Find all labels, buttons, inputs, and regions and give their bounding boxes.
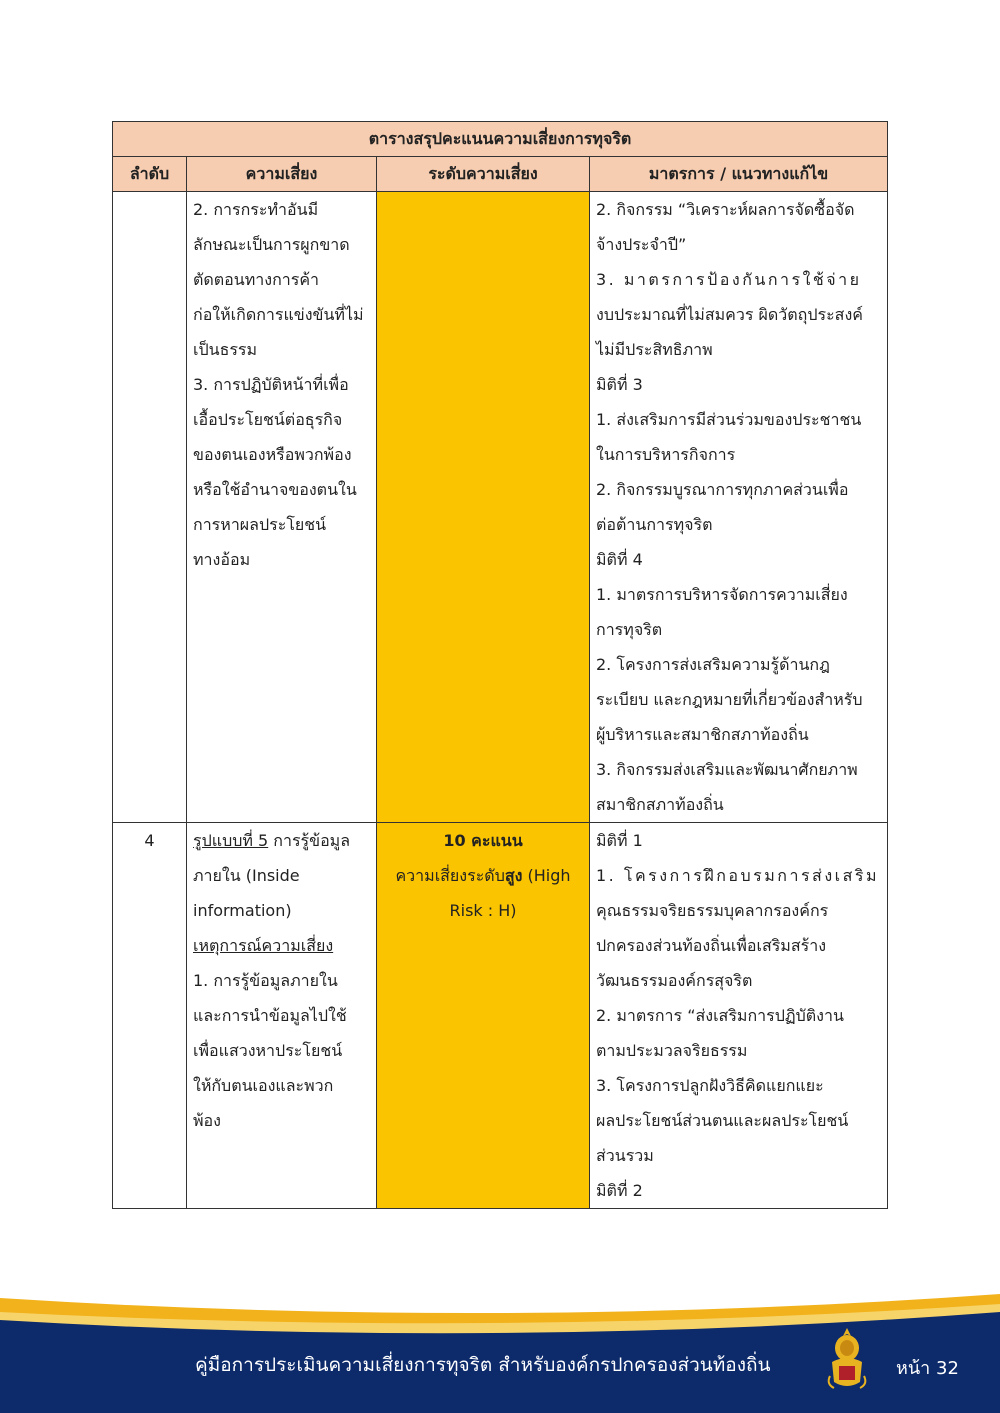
header-risk-level: ระดับความเสี่ยง xyxy=(377,157,590,192)
risk-line: ก่อให้เกิดการแข่งขันที่ไม่ xyxy=(193,305,364,324)
risk-line: การหาผลประโยชน์ xyxy=(193,515,327,534)
level-word: สูง xyxy=(504,866,523,885)
table-header-row xyxy=(113,157,888,192)
measure-line: 2. มาตรการ “ส่งเสริมการปฏิบัติงาน xyxy=(596,1006,844,1025)
measure-line: สมาชิกสภาท้องถิ่น xyxy=(596,795,724,814)
header-measures: มาตรการ / แนวทางแก้ไข xyxy=(590,157,888,192)
measure-line: 1. มาตรการบริหารจัดการความเสี่ยง xyxy=(596,585,848,604)
footer-title: คู่มือการประเมินความเสี่ยงการทุจริต สำหรับองค์กรปกครองส่วนท้องถิ่น xyxy=(195,1354,771,1376)
table-title: ตารางสรุปคะแนนความเสี่ยงการทุจริต xyxy=(113,122,888,157)
measure-line: 2. กิจกรรม “วิเคราะห์ผลการจัดซื้อจัด xyxy=(596,200,855,219)
event-label: เหตุการณ์ความเสี่ยง xyxy=(193,936,334,955)
risk-line: 1. การรู้ข้อมูลภายใน xyxy=(193,971,338,990)
measure-line: การทุจริต xyxy=(596,620,663,639)
seal-icon xyxy=(824,1326,870,1392)
measure-line: 1. ส่งเสริมการมีส่วนร่วมของประชาชน xyxy=(596,410,862,429)
measure-line: 2. โครงการส่งเสริมความรู้ด้านกฎ xyxy=(596,655,830,674)
pattern-rest: การรู้ข้อมูล xyxy=(268,831,351,850)
risk-line: เอื้อประโยชน์ต่อธุรกิจ xyxy=(193,410,343,429)
cell-measures xyxy=(590,823,888,1209)
pattern-label: รูปแบบที่ 5 xyxy=(193,831,269,850)
measure-line: มิติที่ 3 xyxy=(596,375,643,394)
risk-line: เพื่อแสวงหาประโยชน์ xyxy=(193,1041,343,1060)
measure-line: ในการบริหารกิจการ xyxy=(596,445,736,464)
measure-line: คุณธรรมจริยธรรมบุคลากรองค์กร xyxy=(596,901,829,920)
risk-line: พ้อง xyxy=(193,1111,221,1130)
measure-line: วัฒนธรรมองค์กรสุจริต xyxy=(596,971,753,990)
measure-line: ตามประมวลจริยธรรม xyxy=(596,1041,748,1060)
risk-line: หรือใช้อำนาจของตนใน xyxy=(193,480,357,499)
risk-level-line xyxy=(379,858,587,893)
risk-summary-table xyxy=(112,121,888,1209)
measure-line: ปกครองส่วนท้องถิ่นเพื่อเสริมสร้าง xyxy=(596,936,826,955)
risk-line: เป็นธรรม xyxy=(193,340,258,359)
risk-line: ภายใน (Inside xyxy=(193,866,300,885)
cell-risk-level xyxy=(377,823,590,1209)
cell-order: 4 xyxy=(113,823,187,1209)
table-row-continued xyxy=(113,192,888,823)
risk-pattern-line xyxy=(193,823,370,858)
measure-line: ไม่มีประสิทธิภาพ xyxy=(596,340,713,359)
measure-line: มิติที่ 4 xyxy=(596,550,643,569)
measure-line: งบประมาณที่ไม่สมควร ผิดวัตถุประสงค์ xyxy=(596,305,863,324)
cell-risk-level-empty xyxy=(377,192,590,823)
cell-risk xyxy=(187,823,377,1209)
measure-line: ต่อต้านการทุจริต xyxy=(596,515,713,534)
risk-line: 3. การปฏิบัติหน้าที่เพื่อ xyxy=(193,375,349,394)
measure-line: จ้างประจำปี” xyxy=(596,235,687,254)
risk-line: ให้กับตนเองและพวก xyxy=(193,1076,334,1095)
header-order: ลำดับ xyxy=(113,157,187,192)
risk-score: 10 คะแนน xyxy=(443,831,523,850)
measure-line: ผลประโยชน์ส่วนตนและผลประโยชน์ xyxy=(596,1111,849,1130)
risk-line: information) xyxy=(193,901,292,920)
risk-line: ลักษณะเป็นการผูกขาด xyxy=(193,235,350,254)
measure-line: ระเบียบ และกฎหมายที่เกี่ยวข้องสำหรับ xyxy=(596,690,863,709)
measure-line: ส่วนรวม xyxy=(596,1146,654,1165)
measure-line: 3. โครงการปลูกฝังวิธีคิดแยกแยะ xyxy=(596,1076,824,1095)
cell-order-empty xyxy=(113,192,187,823)
level-prefix: ความเสี่ยงระดับ xyxy=(395,866,505,885)
measure-line: ผู้บริหารและสมาชิกสภาท้องถิ่น xyxy=(596,725,809,744)
cell-measures xyxy=(590,192,888,823)
risk-line: และการนำข้อมูลไปใช้ xyxy=(193,1006,347,1025)
measure-line: 3. มาตรการป้องกันการใช้จ่าย xyxy=(596,270,862,289)
header-risk: ความเสี่ยง xyxy=(187,157,377,192)
risk-level-line2: Risk : H) xyxy=(449,901,517,920)
measure-line: มิติที่ 2 xyxy=(596,1181,643,1200)
level-suffix: (High xyxy=(522,866,571,885)
measure-line: 1. โครงการฝึกอบรมการส่งเสริม xyxy=(596,866,880,885)
risk-line: ของตนเองหรือพวกพ้อง xyxy=(193,445,352,464)
risk-line: ตัดตอนทางการค้า xyxy=(193,270,320,289)
table-row-4 xyxy=(113,823,888,1209)
cell-risk xyxy=(187,192,377,823)
measure-line: 2. กิจกรรมบูรณาการทุกภาคส่วนเพื่อ xyxy=(596,480,849,499)
risk-line: 2. การกระทำอันมี xyxy=(193,200,319,219)
measure-line: 3. กิจกรรมส่งเสริมและพัฒนาศักยภาพ xyxy=(596,760,858,779)
risk-line: ทางอ้อม xyxy=(193,550,251,569)
page-number: หน้า 32 xyxy=(896,1358,959,1379)
measure-line: มิติที่ 1 xyxy=(596,831,643,850)
